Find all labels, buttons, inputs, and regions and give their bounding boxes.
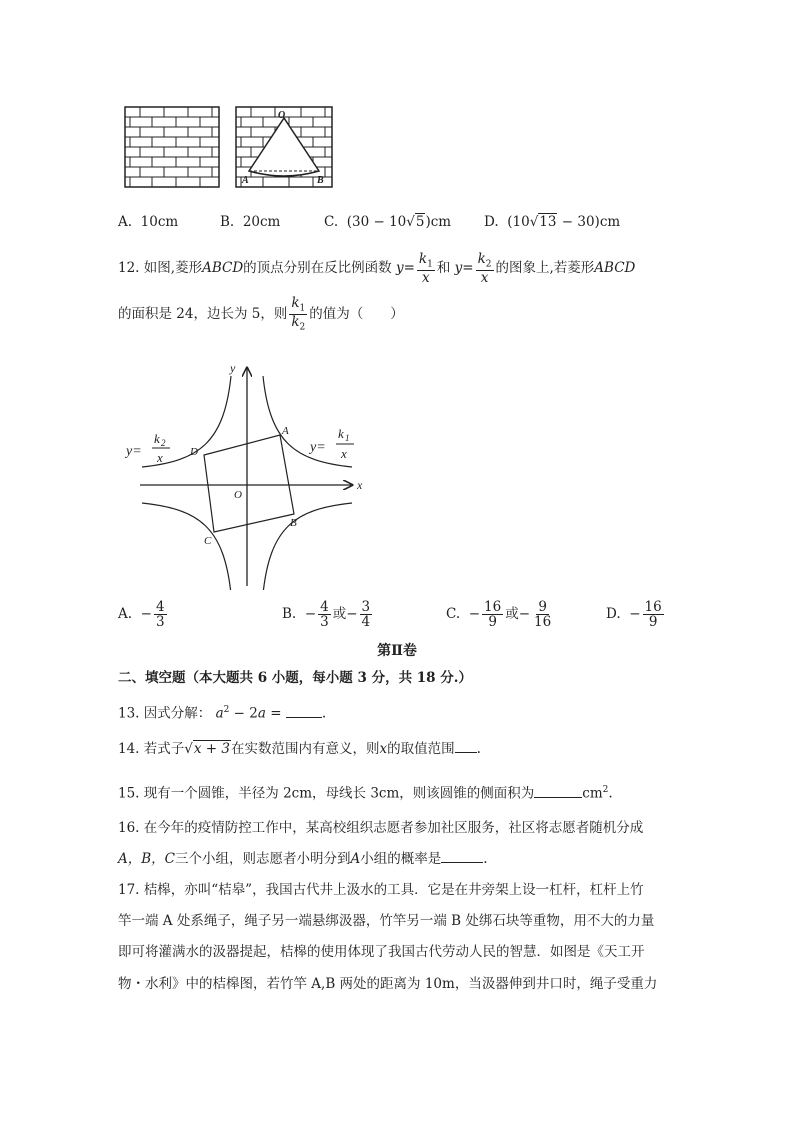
x-axis-label: x xyxy=(357,478,363,492)
option-letter: C. xyxy=(324,214,339,230)
svg-text:k: k xyxy=(154,431,160,446)
option-text: 20cm xyxy=(242,214,281,230)
svg-text:2: 2 xyxy=(161,438,166,448)
section-title: 二、填空题（本大题共 6 小题，每小题 3 分，共 18 分.） xyxy=(118,670,472,686)
point-d-label: D xyxy=(190,446,198,458)
point-c-label: C xyxy=(204,535,212,547)
cone-label-o: O xyxy=(278,110,286,121)
q16-line1: 16. 在今年的疫情防控工作中，某高校组织志愿者参加社区服务，社区将志愿者随机分成 xyxy=(118,820,644,836)
rhombus-hyperbola-graph xyxy=(120,358,380,590)
hyperbola-k1-q1 xyxy=(263,376,352,467)
q12-option-b[interactable]: B. − $\frac{4}{3}$ 或− $\frac{3}{4}$ xyxy=(282,599,371,631)
rhombus-abcd xyxy=(204,435,294,532)
svg-text:x: x xyxy=(341,446,347,461)
svg-text:y=: y= xyxy=(126,444,142,459)
q12-line2: 的面积是 24，边长为 5，则 $\frac{k_1}{k_2}$ 的值为（ ） xyxy=(118,295,404,333)
q12-option-a[interactable]: A. − $\frac{4}{3}$ xyxy=(118,599,165,631)
option-letter: B. xyxy=(220,214,235,230)
cone-label-a: A xyxy=(242,175,249,186)
hyperbola-k1-q3 xyxy=(142,503,231,590)
svg-text:x: x xyxy=(157,450,163,465)
answer-blank[interactable] xyxy=(534,783,582,798)
part-title: 第Ⅱ卷 xyxy=(377,643,417,659)
answer-blank[interactable] xyxy=(455,738,477,753)
brick-wall-figure-left xyxy=(124,106,220,188)
hyperbola-k2-q4 xyxy=(263,503,352,590)
brick-wall-cone-figure xyxy=(235,106,333,188)
q12-option-c[interactable]: C. − $\frac{16}{9}$ 或− $\frac{9}{16}$ xyxy=(446,599,552,631)
answer-blank[interactable] xyxy=(441,848,483,863)
q12-line1: 12. 如图,菱形ABCD的顶点分别在反比例函数 y= $\frac{k_1}{x}$ 和 y= $\frac{k_2}{x}$ 的图象上,若菱形ABCD xyxy=(118,251,636,287)
q11-option-c[interactable]: C. (30 − 10√5)cm xyxy=(324,214,452,230)
q11-option-b[interactable] xyxy=(220,212,280,232)
svg-text:1: 1 xyxy=(345,433,350,443)
q17-line3: 即可将灌满水的汲器提起，桔槔的使用体现了我国古代劳动人民的智慧．如图是《天工开 xyxy=(118,944,645,960)
q14: 14. 若式子√x + 3在实数范围内有意义，则x的取值范围 . xyxy=(118,738,481,759)
point-b-label: B xyxy=(290,517,297,529)
hyperbola-k2-q2 xyxy=(142,376,231,467)
q17-line2: 竿一端 A 处系绳子，绳子另一端悬绑汲器，竹竿另一端 B 处绑石块等重物，用不大的力量 xyxy=(118,913,655,929)
cone-label-b: B xyxy=(317,175,324,186)
q13: 13. 因式分解： $a^2 - 2a$ = . xyxy=(118,700,326,724)
q17-line1: 17. 桔槔，亦叫“桔皋”，我国古代井上汲水的工具．它是在井旁架上设一杠杆，杠杆上竹 xyxy=(118,882,644,898)
q17-line4: 物・水利》中的桔槔图，若竹竿 A,B 两处的距离为 10m，当汲器伸到井口时，绳子受重力 xyxy=(118,976,658,992)
svg-text:k: k xyxy=(338,426,344,441)
origin-label: O xyxy=(234,489,242,501)
point-a-label: A xyxy=(282,425,289,437)
answer-blank[interactable] xyxy=(286,703,322,718)
option-letter: D. xyxy=(484,214,499,230)
q12-option-d[interactable]: D. − $\frac{16}{9}$ xyxy=(606,599,662,631)
label-y-k2-over-x xyxy=(124,431,170,465)
option-text: 10cm xyxy=(140,214,179,230)
q11-option-d[interactable]: D. (10√13 − 30)cm xyxy=(484,214,621,230)
q15: 15. 现有一个圆锥，半径为 2cm，母线长 3cm，则该圆锥的侧面积为 $cm^2$. xyxy=(118,780,613,804)
option-letter: A. xyxy=(118,214,133,230)
y-axis-label: y xyxy=(230,361,236,375)
q16-line2: A，B，C三个小组，则志愿者小明分到A小组的概率是 . xyxy=(118,848,488,869)
svg-text:y=: y= xyxy=(310,440,326,455)
q11-option-a[interactable] xyxy=(118,212,178,232)
label-y-k1-over-x xyxy=(308,426,354,461)
